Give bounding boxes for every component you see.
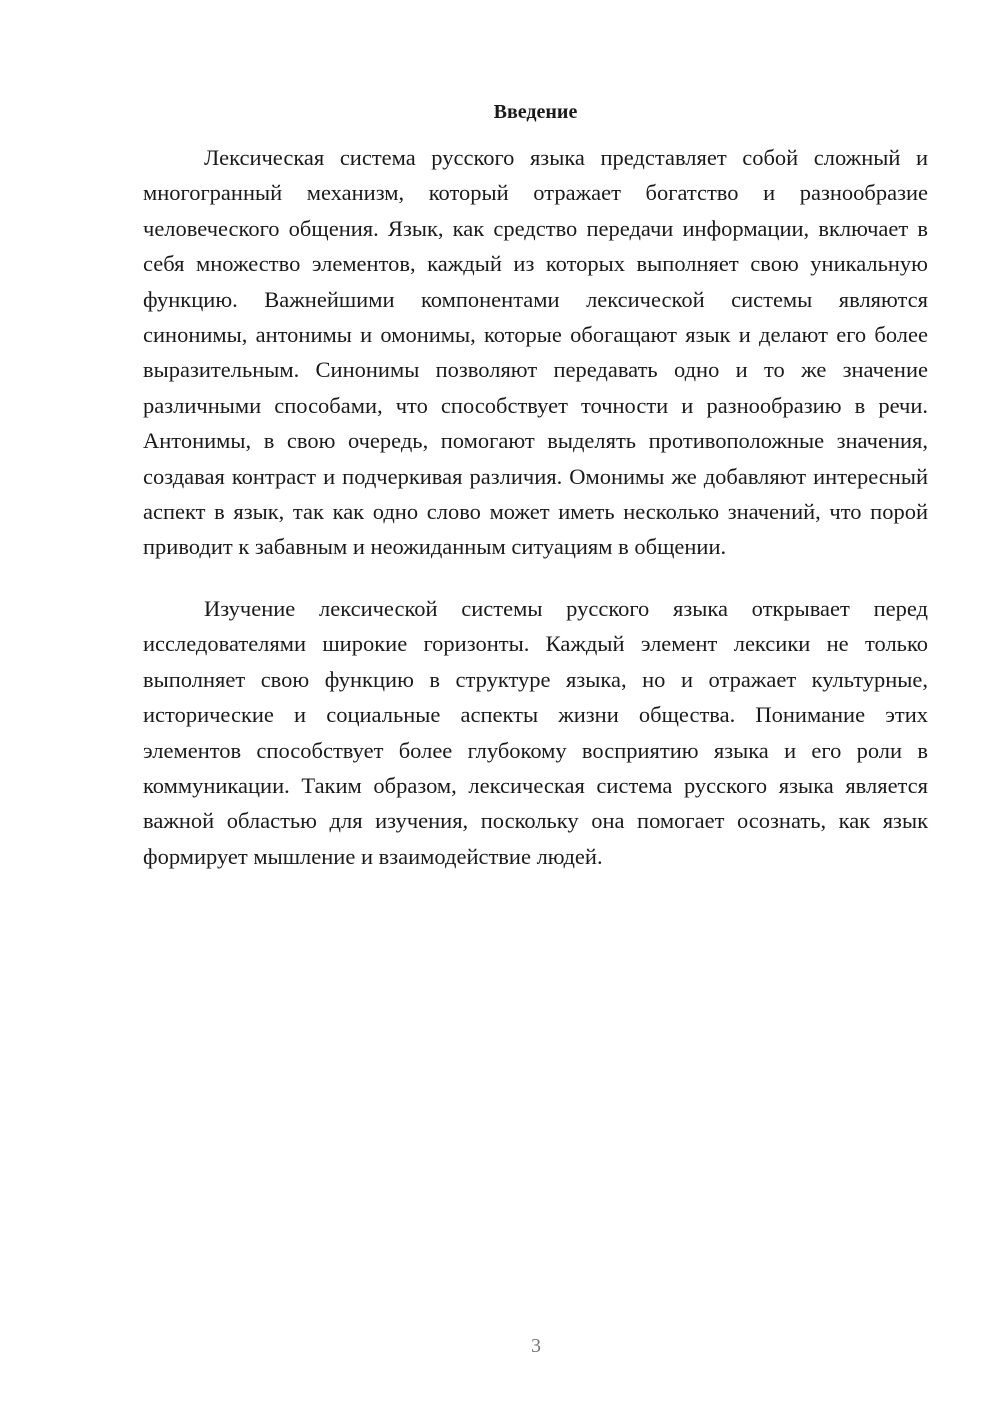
paragraph-study: Изучение лексической системы русского языка открывает перед исследователями широкие горизонты. Каждый элемент лексики не только выполняет свою функцию в структуре языка, но и отражает культурные, исторические и социальные аспекты жизни общества. Понимание этих элементов способствует более глубокому восприятию языка и его роли в коммуникации. Таким образом, лексическая система русского языка является важной областью для изучения, поскольку она помогает осознать, как язык формирует мышление и взаимодействие людей. — [143, 595, 928, 869]
page-content — [143, 96, 928, 874]
paragraph-intro: Лексическая система русского языка представляет собой сложный и многогранный механизм, который отражает богатство и разнообразие человеческого общения. Язык, как средство передачи информации, включает в себя множество элементов, каждый из которых выполняет свою уникальную функцию. Важнейшими компонентами лексической системы являются синонимы, антонимы и омонимы, которые обогащают язык и делают его более выразительным. Синонимы позволяют передавать одно и то же значение различными способами, что способствует точности и разнообразию в речи. Антонимы, в свою очередь, помогают выделять противоположные значения, создавая контраст и подчеркивая различия. Омонимы же добавляют интересный аспект в язык, так как одно слово может иметь несколько значений, что порой приводит к забавным и неожиданным ситуациям в общении. — [143, 145, 928, 560]
page-number: 3 — [531, 1335, 541, 1357]
section-heading: Введение — [493, 101, 578, 123]
